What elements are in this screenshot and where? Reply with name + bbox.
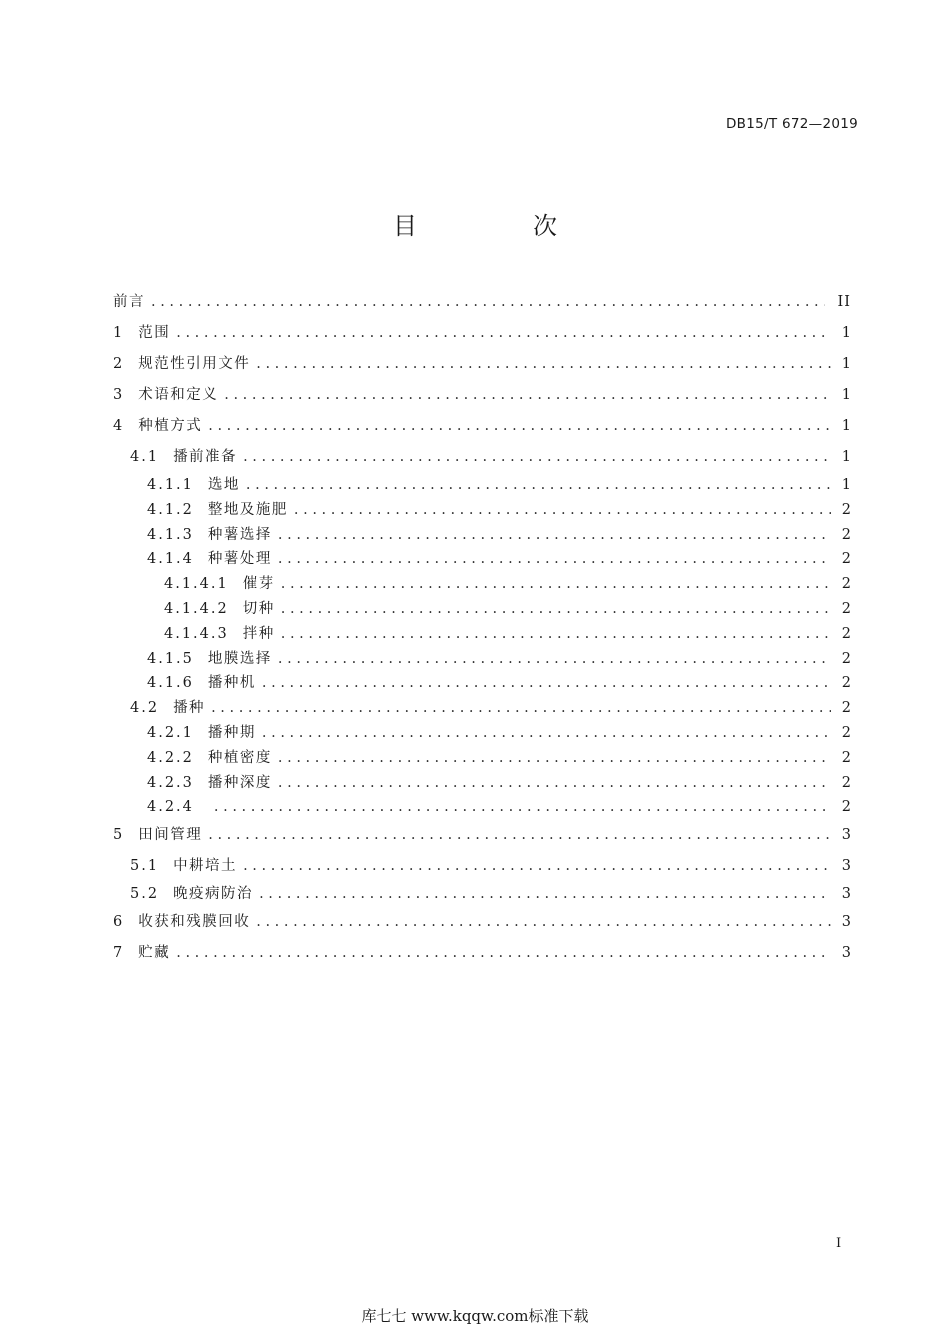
- toc-entry-page: 3: [841, 886, 851, 903]
- toc-leader-dots: [281, 622, 831, 647]
- toc-entry-label: 贮藏: [138, 944, 171, 961]
- toc-entry-number: 4: [113, 418, 125, 434]
- toc-entry[interactable]: [113, 771, 851, 796]
- toc-entry[interactable]: [113, 349, 851, 380]
- toc-entry-label: 整地及施肥: [207, 501, 288, 518]
- toc-entry[interactable]: [113, 411, 851, 442]
- toc-leader-dots: [278, 523, 831, 548]
- toc-entry[interactable]: [113, 671, 851, 696]
- toc-leader-dots: [211, 696, 831, 721]
- toc-leader-dots: [256, 349, 831, 380]
- toc-entry-number: 5.1: [130, 858, 160, 875]
- toc-entry-page: 2: [841, 650, 851, 667]
- toc-entry-number: 4.2.1: [147, 724, 194, 741]
- toc-leader-dots: [224, 380, 831, 411]
- toc-entry-label: 种植密度: [207, 749, 272, 766]
- toc-entry-page: 3: [841, 827, 851, 844]
- toc-entry-label: 地膜选择: [207, 650, 272, 667]
- toc-entry-label: 播种机: [207, 675, 256, 692]
- toc-entry[interactable]: [113, 442, 851, 473]
- toc-entry-page: 2: [841, 576, 851, 593]
- toc-entry-number: 2: [113, 356, 125, 372]
- toc-entry-label: 选地: [207, 477, 240, 493]
- toc-entry[interactable]: [113, 622, 851, 647]
- toc-entry-page: 2: [841, 625, 851, 642]
- toc-entry-label: 播种: [173, 700, 206, 717]
- toc-entry-label: 播种深度: [207, 774, 272, 791]
- toc-entry-page: 1: [841, 418, 851, 434]
- toc-entry-number: 4.1.4: [147, 551, 194, 568]
- toc-entry[interactable]: [113, 851, 851, 882]
- toc-leader-dots: [294, 498, 831, 523]
- toc-leader-dots: [151, 287, 825, 318]
- toc-entry-page: 1: [841, 387, 851, 403]
- toc-entry-page: 2: [841, 774, 851, 791]
- toc-entry-page: 1: [841, 477, 851, 493]
- toc-entry-number: 4.1: [130, 449, 160, 465]
- toc-entry[interactable]: [113, 882, 851, 907]
- table-of-contents: [113, 287, 851, 969]
- toc-entry-label: 前言: [113, 294, 145, 310]
- toc-leader-dots: [278, 771, 831, 796]
- toc-entry-label: 催芽: [242, 576, 275, 593]
- toc-entry[interactable]: [113, 597, 851, 622]
- toc-entry[interactable]: [113, 721, 851, 746]
- toc-entry-label: 播前准备: [173, 449, 238, 465]
- page-number: I: [836, 1236, 842, 1251]
- toc-entry[interactable]: [113, 795, 851, 820]
- toc-entry-label: 规范性引用文件: [138, 356, 251, 372]
- toc-entry[interactable]: [113, 498, 851, 523]
- toc-leader-dots: [176, 318, 831, 349]
- toc-entry-number: 4.1.4.2: [164, 600, 229, 617]
- toc-entry-page: 3: [841, 913, 851, 930]
- toc-entry-number: 4.1.5: [147, 650, 194, 667]
- toc-leader-dots: [281, 597, 831, 622]
- toc-entry[interactable]: [113, 746, 851, 771]
- toc-entry-label: 范围: [138, 325, 171, 341]
- toc-entry-page: 2: [841, 799, 851, 816]
- toc-leader-dots: [278, 746, 831, 771]
- toc-entry-page: 2: [841, 724, 851, 741]
- toc-entry[interactable]: [113, 473, 851, 498]
- toc-entry[interactable]: [113, 547, 851, 572]
- toc-entry-label: 田间管理: [138, 827, 203, 844]
- toc-entry[interactable]: [113, 696, 851, 721]
- toc-entry-page: 2: [841, 749, 851, 766]
- toc-leader-dots: [243, 442, 831, 473]
- toc-entry-page: 2: [841, 501, 851, 518]
- toc-entry-number: 4.1.4.3: [164, 625, 229, 642]
- toc-entry[interactable]: [113, 938, 851, 969]
- toc-entry-label: 种薯处理: [207, 551, 272, 568]
- toc-entry[interactable]: [113, 287, 851, 318]
- toc-entry[interactable]: [113, 907, 851, 938]
- toc-entry-label: 晚疫病防治: [173, 886, 254, 903]
- toc-entry-number: 4.2.3: [147, 774, 194, 791]
- toc-entry-number: 4.2.2: [147, 749, 194, 766]
- toc-entry-page: 1: [841, 356, 851, 372]
- toc-leader-dots: [262, 721, 831, 746]
- toc-entry-page: 3: [841, 858, 851, 875]
- toc-entry-page: 2: [841, 551, 851, 568]
- toc-entry[interactable]: [113, 820, 851, 851]
- toc-entry-page: 2: [841, 675, 851, 692]
- toc-entry-number: 5.2: [130, 886, 160, 903]
- toc-entry[interactable]: [113, 380, 851, 411]
- toc-entry-label: 收获和残膜回收: [138, 913, 251, 930]
- toc-entry-number: 4.1.6: [147, 675, 194, 692]
- toc-leader-dots: [256, 907, 831, 938]
- toc-entry-number: 4.2: [130, 700, 160, 717]
- toc-entry-label: 种薯选择: [207, 526, 272, 543]
- toc-entry[interactable]: [113, 647, 851, 672]
- toc-entry-page: 2: [841, 600, 851, 617]
- document-code: DB15/T 672—2019: [725, 116, 858, 132]
- toc-entry-page: 2: [841, 700, 851, 717]
- footer-watermark: 库七七 www.kqqw.com标准下载: [361, 1307, 589, 1325]
- toc-entry-label: 拌种: [242, 625, 275, 642]
- toc-entry-number: 4.1.3: [147, 526, 194, 543]
- toc-entry-label: 术语和定义: [138, 387, 219, 403]
- toc-entry-number: 6: [113, 913, 125, 930]
- toc-leader-dots: [246, 473, 831, 498]
- toc-entry-number: 1: [113, 325, 125, 341]
- toc-title: 目 次: [393, 212, 603, 240]
- toc-leader-dots: [208, 820, 831, 851]
- toc-leader-dots: [278, 647, 831, 672]
- toc-entry[interactable]: [113, 523, 851, 548]
- toc-leader-dots: [243, 851, 831, 882]
- toc-entry-page: II: [837, 294, 851, 310]
- toc-entry-label: 中耕培土: [173, 858, 238, 875]
- toc-entry-label: 播种期: [207, 724, 256, 741]
- toc-entry-number: 4.1.1: [147, 477, 194, 493]
- toc-entry-page: 2: [841, 526, 851, 543]
- toc-entry-page: 1: [841, 449, 851, 465]
- toc-leader-dots: [176, 938, 831, 969]
- toc-leader-dots: [281, 572, 831, 597]
- toc-entry-label: 种植方式: [138, 418, 203, 434]
- toc-entry-number: 4.1.2: [147, 501, 194, 518]
- toc-leader-dots: [278, 547, 831, 572]
- toc-entry-number: 4.2.4: [147, 799, 194, 816]
- toc-leader-dots: [259, 882, 831, 907]
- toc-entry[interactable]: [113, 318, 851, 349]
- toc-entry-number: 4.1.4.1: [164, 576, 229, 593]
- toc-entry-number: 3: [113, 387, 125, 403]
- toc-entry-page: 1: [841, 325, 851, 341]
- toc-leader-dots: [262, 671, 831, 696]
- toc-leader-dots: [214, 795, 831, 820]
- toc-entry-number: 7: [113, 944, 125, 961]
- toc-entry-number: 5: [113, 827, 125, 844]
- toc-entry-page: 3: [841, 944, 851, 961]
- toc-entry-label: 切种: [242, 600, 275, 617]
- toc-entry[interactable]: [113, 572, 851, 597]
- toc-leader-dots: [208, 411, 831, 442]
